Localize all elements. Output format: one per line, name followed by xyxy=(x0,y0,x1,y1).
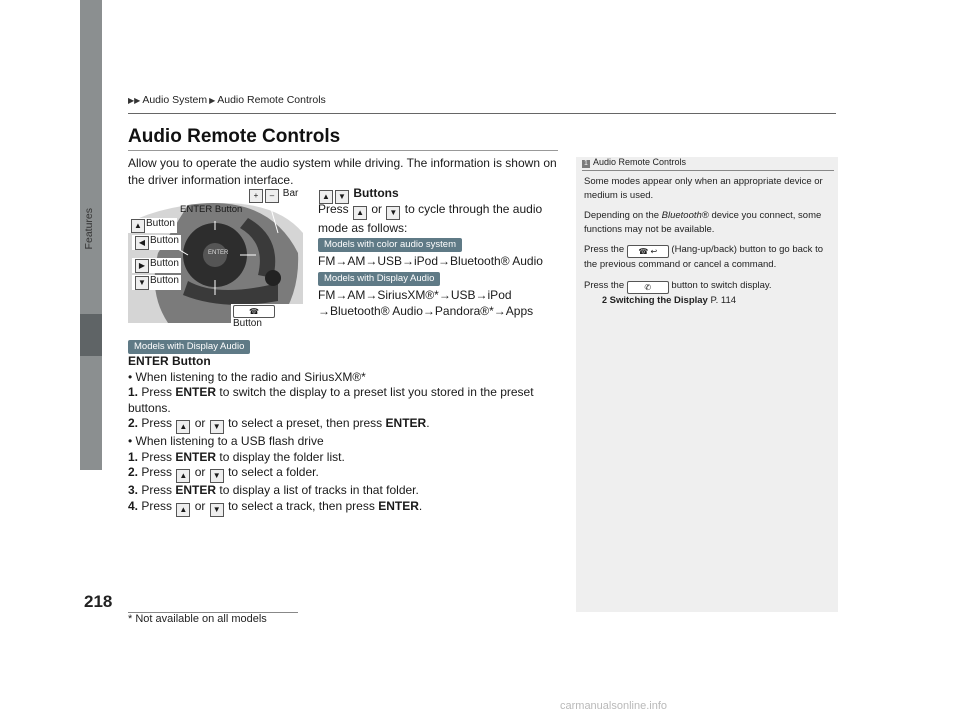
mode-sequence-display-2: →Bluetooth® Audio→Pandora®*→Apps xyxy=(318,304,534,318)
sidebar-label: Features xyxy=(83,208,95,250)
display-switch-icon: ☎ xyxy=(233,305,275,318)
callout-label: Button xyxy=(150,275,179,286)
cross-reference-link[interactable]: 2 Switching the Display P. 114 xyxy=(602,294,737,306)
up-button-callout xyxy=(128,218,177,233)
up-arrow-icon: ▲ xyxy=(176,469,190,483)
note-paragraph: Press the ✆ button to switch display. 2 Switching the Display P. 114 xyxy=(584,279,772,306)
note-body xyxy=(584,175,830,314)
breadcrumb-part1[interactable]: Audio System xyxy=(142,94,208,106)
down-arrow-icon: ▼ xyxy=(210,469,224,483)
enter-models-badge: Models with Display Audio xyxy=(128,340,250,354)
title-divider xyxy=(128,150,558,151)
breadcrumb xyxy=(128,94,326,106)
note-divider xyxy=(582,170,834,171)
step-item: 3. Press ENTER to display a list of tracks in that folder. xyxy=(128,483,419,497)
down-button-callout xyxy=(132,275,181,290)
plus-key-icon: + xyxy=(249,189,263,203)
remote-enter-text: ENTER xyxy=(208,250,229,256)
up-arrow-icon: ▲ xyxy=(176,503,190,517)
page-title: Audio Remote Controls xyxy=(128,126,341,147)
note-marker-icon: 1 xyxy=(582,160,590,168)
note-paragraph: Depending on the Bluetooth® device you connect, some functions may not be available. xyxy=(584,210,822,235)
callout-label: Button xyxy=(150,258,179,269)
bullet-radio: • When listening to the radio and SiriusXM®* xyxy=(128,369,366,384)
callout-label: Button xyxy=(150,235,179,246)
down-arrow-icon: ▼ xyxy=(335,190,349,204)
callout-label: Button xyxy=(146,218,175,229)
hang-up-back-icon: ☎ ↩ xyxy=(627,245,669,258)
minus-key-icon: – xyxy=(265,189,279,203)
display-button-callout xyxy=(231,304,308,329)
enter-heading: ENTER Button xyxy=(128,354,211,368)
note-heading: 1 Audio Remote Controls xyxy=(582,157,686,168)
left-arrow-icon: ◀ xyxy=(135,236,149,250)
buttons-heading: ▲ ▼ Buttons xyxy=(318,185,563,204)
breadcrumb-arrow-icon: ▶▶ xyxy=(128,96,141,105)
mode-sequence-color: FM→AM→USB→iPod→Bluetooth® Audio xyxy=(318,254,543,268)
buttons-description: Press ▲ or ▼ to cycle through the audio mode as follows: xyxy=(318,202,543,235)
breadcrumb-part2[interactable]: Audio Remote Controls xyxy=(217,94,326,106)
step-item: 1. Press ENTER to display the folder list. xyxy=(128,449,345,464)
bullet-usb: • When listening to a USB flash drive xyxy=(128,434,324,448)
left-button-callout xyxy=(132,235,181,250)
note-paragraph: Some modes appear only when an appropriate device or medium is used. xyxy=(584,176,823,201)
callout-label: Button xyxy=(233,318,262,329)
down-arrow-icon: ▼ xyxy=(135,276,149,290)
bar-label-group xyxy=(246,188,300,203)
down-arrow-icon: ▼ xyxy=(210,503,224,517)
reference-arrow-icon: 2 xyxy=(602,294,608,305)
down-arrow-icon: ▼ xyxy=(386,206,400,220)
right-button-callout xyxy=(132,258,181,273)
breadcrumb-divider xyxy=(128,113,836,114)
display-switch-icon: ✆ xyxy=(627,281,669,294)
up-arrow-icon: ▲ xyxy=(353,206,367,220)
remote-control-figure xyxy=(128,183,308,328)
right-arrow-icon: ▶ xyxy=(135,259,149,273)
enter-button-label: ENTER Button xyxy=(180,204,243,215)
up-arrow-icon: ▲ xyxy=(319,190,333,204)
up-arrow-icon: ▲ xyxy=(176,420,190,434)
sidebar xyxy=(0,0,102,722)
step-item: 1. Press ENTER to switch the display to a preset list you stored in the preset buttons. xyxy=(128,385,534,415)
step-item: 2. Press ▲ or ▼ to select a preset, then press ENTER. xyxy=(128,416,568,434)
mode-sequence-display-1: FM→AM→SiriusXM®*→USB→iPod xyxy=(318,288,512,302)
bar-label: Bar xyxy=(282,188,299,199)
step-item: 2. Press ▲ or ▼ to select a folder. xyxy=(128,465,568,483)
footnote: * Not available on all models xyxy=(128,613,267,625)
breadcrumb-arrow-icon: ▶ xyxy=(209,96,216,105)
up-arrow-icon: ▲ xyxy=(131,219,145,233)
page-number: 218 xyxy=(84,592,113,611)
enter-section xyxy=(128,354,568,517)
sidebar-tab xyxy=(80,314,102,356)
models-display-audio-badge: Models with Display Audio xyxy=(318,272,440,286)
intro-text: Allow you to operate the audio system while driving. The information is shown on the driver information interface. xyxy=(128,156,557,187)
down-arrow-icon: ▼ xyxy=(210,420,224,434)
watermark: carmanualsonline.info xyxy=(560,700,668,712)
step-item: 4. Press ▲ or ▼ to select a track, then press ENTER. xyxy=(128,499,568,517)
note-panel xyxy=(576,157,838,612)
note-paragraph: Press the ☎ ↩ (Hang-up/back) button to go back to the previous command or cancel a command. xyxy=(584,244,823,270)
models-color-audio-badge: Models with color audio system xyxy=(318,238,462,252)
